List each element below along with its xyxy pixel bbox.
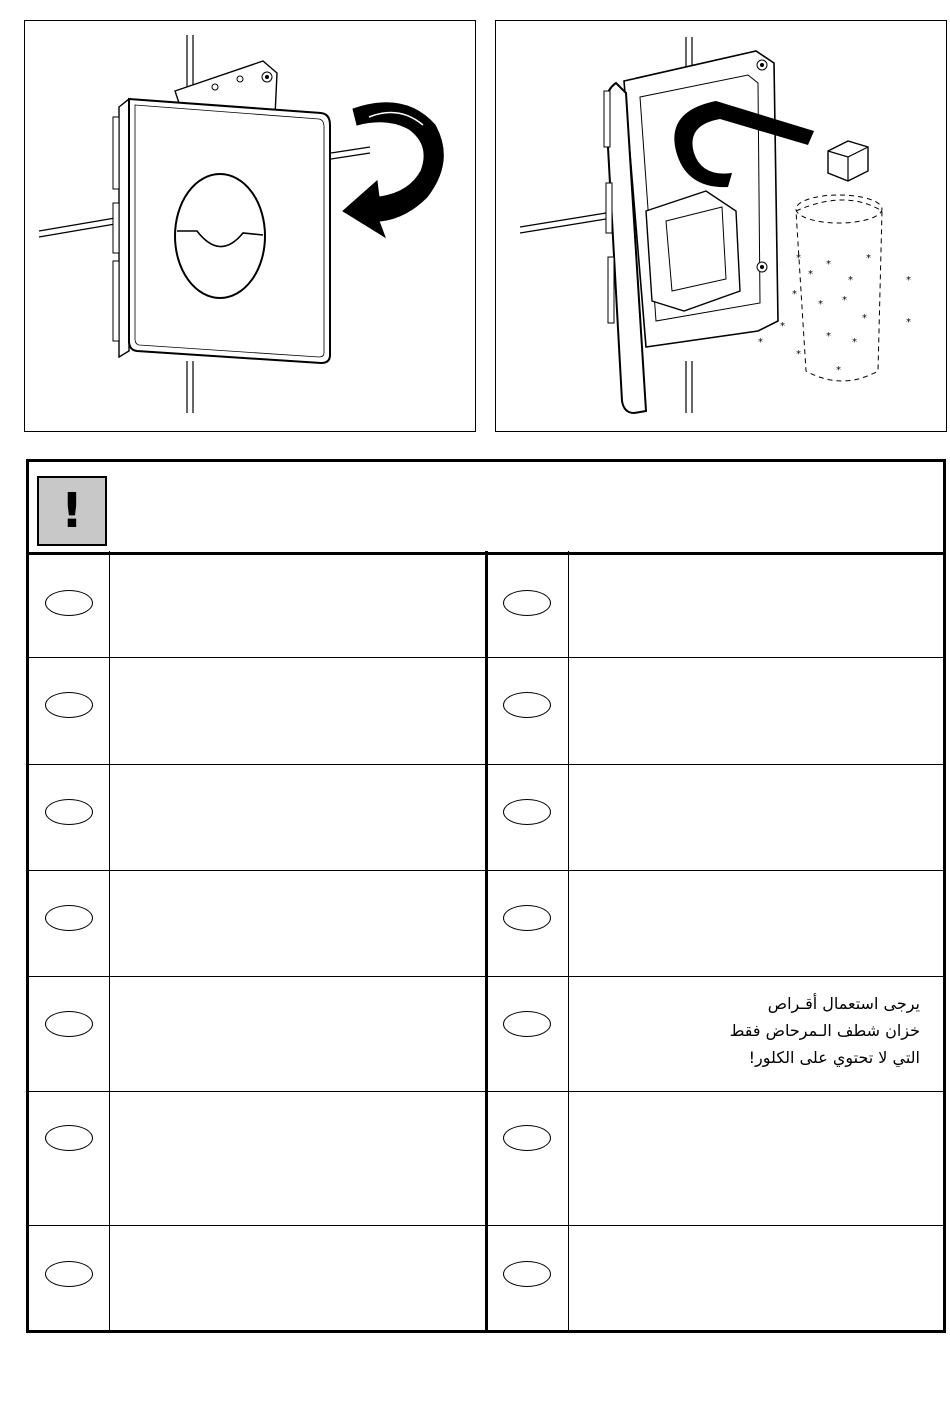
language-badge <box>45 590 93 616</box>
svg-text:*: * <box>796 253 801 264</box>
svg-text:*: * <box>836 365 841 376</box>
language-badge <box>45 1011 93 1037</box>
language-badge <box>503 1261 551 1287</box>
language-badge-arabic <box>503 1011 551 1037</box>
language-badge <box>503 1125 551 1151</box>
row-divider <box>29 976 943 977</box>
arabic-line-3: التي لا تحتوي على الكلور! <box>748 1048 920 1067</box>
figure-insert-tablet <box>495 20 947 432</box>
svg-text:*: * <box>906 317 911 328</box>
arabic-warning-text <box>600 990 920 1071</box>
warning-header <box>29 462 943 555</box>
language-badge <box>45 1261 93 1287</box>
row-divider <box>29 657 943 658</box>
row-divider <box>29 1225 943 1226</box>
svg-text:*: * <box>848 275 853 286</box>
language-badge <box>45 1125 93 1151</box>
svg-text:*: * <box>842 295 847 306</box>
row-divider <box>29 1091 943 1092</box>
svg-text:*: * <box>758 337 763 348</box>
svg-text:*: * <box>808 269 813 280</box>
language-badge <box>45 799 93 825</box>
svg-text:*: * <box>906 275 911 286</box>
tablet-insert-illustration <box>496 21 946 431</box>
column-divider-center <box>485 551 488 1331</box>
row-divider <box>29 764 943 765</box>
language-badge <box>503 590 551 616</box>
language-badge <box>503 799 551 825</box>
language-badge <box>45 692 93 718</box>
arabic-line-1: يرجى استعمال أقـراص <box>767 994 920 1013</box>
language-badge <box>45 905 93 931</box>
figure-remove-cover <box>24 20 476 432</box>
arabic-line-2: خزان شطف الـمرحاض فقط <box>729 1021 920 1040</box>
row-divider <box>29 870 943 871</box>
svg-text:*: * <box>866 253 871 264</box>
svg-text:*: * <box>826 331 831 342</box>
column-divider-left <box>109 551 110 1331</box>
svg-text:*: * <box>862 313 867 324</box>
svg-text:*: * <box>796 349 801 360</box>
svg-text:*: * <box>780 321 785 332</box>
language-badge <box>503 692 551 718</box>
column-divider-right <box>568 551 569 1331</box>
svg-text:*: * <box>826 259 831 270</box>
language-badge <box>503 905 551 931</box>
svg-text:*: * <box>792 289 797 300</box>
svg-text:*: * <box>852 337 857 348</box>
cover-rotate-illustration <box>25 21 475 431</box>
exclamation-icon: ! <box>37 476 107 546</box>
svg-text:*: * <box>818 299 823 310</box>
